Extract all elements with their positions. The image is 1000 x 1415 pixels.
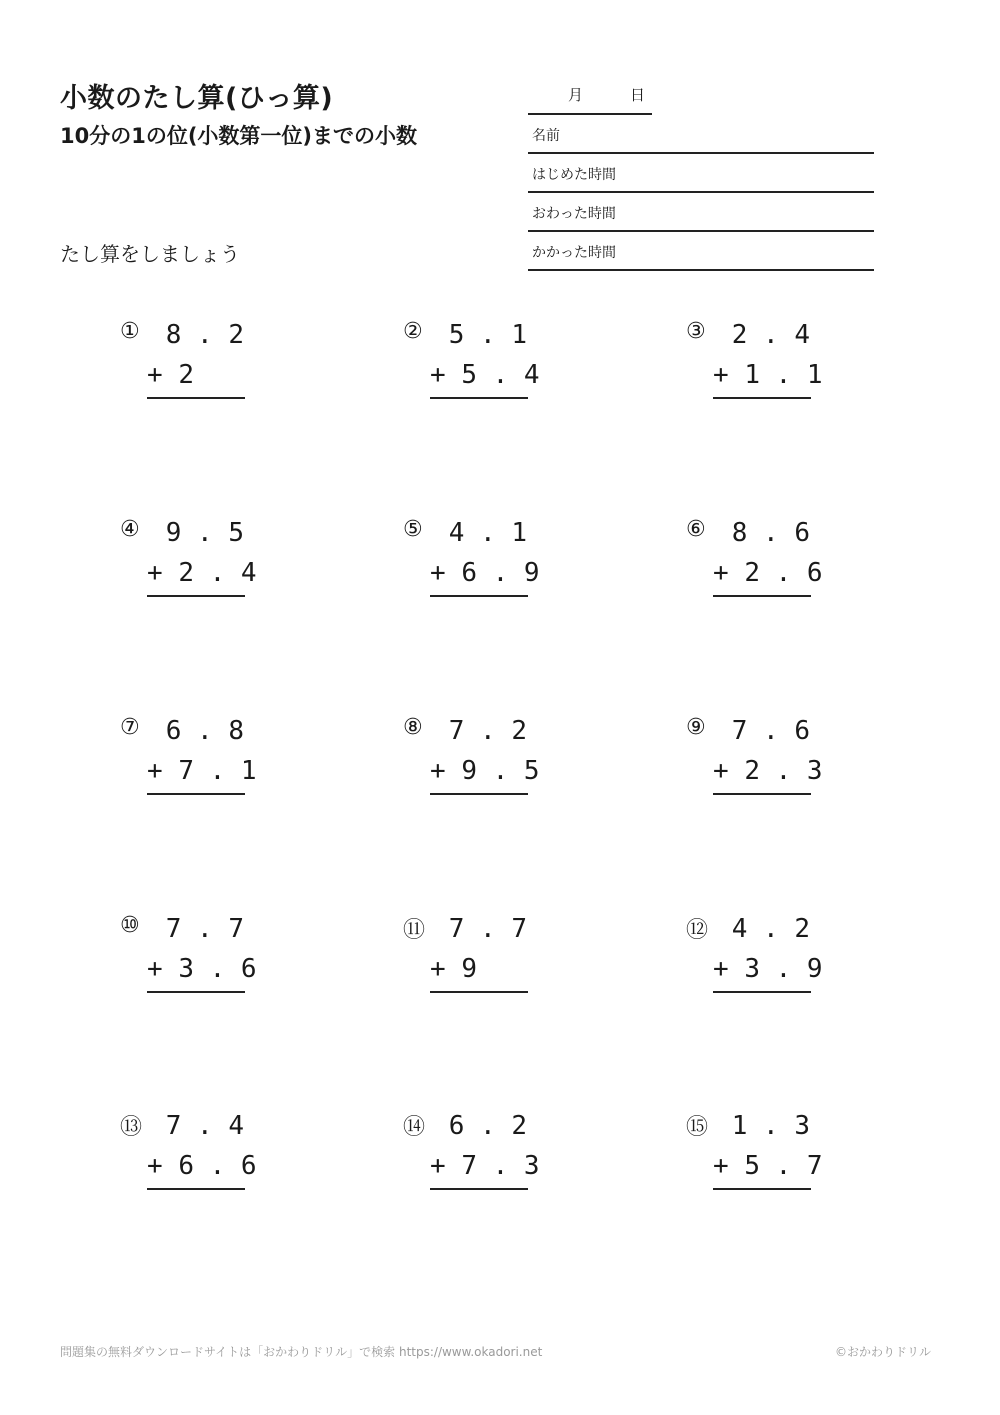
answer-line [713,793,811,795]
augend: 7 . 4 [165,1111,244,1141]
addend-value: 9 [461,954,540,984]
addend-value: 2 . 3 [744,756,823,786]
name-field[interactable] [528,114,874,154]
problem [686,705,886,785]
plus-sign: + [147,360,163,390]
elapsed-time-label: かかった時間 [532,245,616,261]
start-time-label: はじめた時間 [532,167,616,183]
problem-number: ⑬ [120,1115,143,1140]
augend: 1 . 3 [731,1111,810,1141]
augend: 7 . 7 [165,914,244,944]
answer-line [430,991,528,993]
addend [713,756,823,786]
copyright: ©おかわりドリル [834,1345,931,1359]
problem [120,507,320,587]
problem-number: ⑫ [686,918,709,943]
end-time-label: おわった時間 [532,206,616,222]
problem [686,309,886,389]
augend: 2 . 4 [731,320,810,350]
addend [147,756,257,786]
answer-line [147,991,245,993]
problem-number: ⑮ [686,1115,709,1140]
addend-value: 1 . 1 [744,360,823,390]
addend-value: 6 . 6 [178,1151,257,1181]
problem-number: ⑪ [403,918,426,943]
addend [713,954,823,984]
addend-value: 2 . 6 [744,558,823,588]
addend-value: 2 [178,360,257,390]
addend [713,360,823,390]
start-time-field[interactable] [528,153,874,193]
augend: 8 . 6 [731,518,810,548]
problem [120,705,320,785]
problem [120,309,320,389]
problem-number: ⑩ [120,913,140,938]
problem [403,705,603,785]
plus-sign: + [430,1151,446,1181]
answer-line [147,1188,245,1190]
addend [430,558,540,588]
augend: 4 . 1 [448,518,527,548]
augend: 7 . 2 [448,716,527,746]
footer-note: 問題集の無料ダウンロードサイトは「おかわりドリル」で検索 https://www.okadori.net [60,1345,543,1359]
plus-sign: + [713,360,729,390]
addend-value: 6 . 9 [461,558,540,588]
addend-value: 5 . 7 [744,1151,823,1181]
answer-line [147,793,245,795]
problem [120,903,320,983]
plus-sign: + [430,558,446,588]
augend: 7 . 7 [448,914,527,944]
answer-line [713,1188,811,1190]
problem [403,1100,603,1180]
answer-line [147,397,245,399]
addend [147,558,257,588]
problem-number: ⑥ [686,517,706,542]
answer-line [713,397,811,399]
addend [147,360,257,390]
plus-sign: + [713,756,729,786]
day-label: 日 [630,86,646,104]
augend: 8 . 2 [165,320,244,350]
plus-sign: + [430,954,446,984]
answer-line [713,991,811,993]
month-label: 月 [568,86,584,104]
addend-value: 3 . 9 [744,954,823,984]
problem-number: ⑤ [403,517,423,542]
problem-number: ⑨ [686,715,706,740]
problem-number: ④ [120,517,140,542]
problem [403,507,603,587]
augend: 4 . 2 [731,914,810,944]
worksheet-subtitle: 10分の1の位(小数第一位)までの小数 [60,124,418,148]
problem-number: ⑧ [403,715,423,740]
answer-line [430,595,528,597]
addend [147,954,257,984]
plus-sign: + [147,1151,163,1181]
plus-sign: + [713,558,729,588]
instruction-text: たし算をしましょう [60,242,240,266]
addend-value: 5 . 4 [461,360,540,390]
augend: 6 . 2 [448,1111,527,1141]
plus-sign: + [147,558,163,588]
elapsed-time-field[interactable] [528,231,874,271]
augend: 6 . 8 [165,716,244,746]
problem-number: ② [403,319,423,344]
addend [430,756,540,786]
plus-sign: + [147,756,163,786]
answer-line [430,1188,528,1190]
problem [686,1100,886,1180]
augend: 9 . 5 [165,518,244,548]
worksheet-title: 小数のたし算(ひっ算) [60,83,334,114]
augend: 5 . 1 [448,320,527,350]
name-label: 名前 [532,128,560,144]
plus-sign: + [713,954,729,984]
addend-value: 7 . 1 [178,756,257,786]
addend [430,954,540,984]
addend [430,1151,540,1181]
answer-line [430,397,528,399]
plus-sign: + [430,756,446,786]
end-time-field[interactable] [528,192,874,232]
addend [147,1151,257,1181]
problem-number: ① [120,319,140,344]
date-field[interactable] [528,82,652,115]
addend [713,558,823,588]
addend-value: 9 . 5 [461,756,540,786]
problem [686,903,886,983]
problem [120,1100,320,1180]
problem [403,309,603,389]
problem [686,507,886,587]
plus-sign: + [430,360,446,390]
addend-value: 2 . 4 [178,558,257,588]
addend [430,360,540,390]
plus-sign: + [147,954,163,984]
addend-value: 7 . 3 [461,1151,540,1181]
answer-line [713,595,811,597]
answer-line [147,595,245,597]
answer-line [430,793,528,795]
augend: 7 . 6 [731,716,810,746]
problem-number: ③ [686,319,706,344]
problem-number: ⑭ [403,1115,426,1140]
problem [403,903,603,983]
plus-sign: + [713,1151,729,1181]
addend [713,1151,823,1181]
addend-value: 3 . 6 [178,954,257,984]
problem-number: ⑦ [120,715,140,740]
